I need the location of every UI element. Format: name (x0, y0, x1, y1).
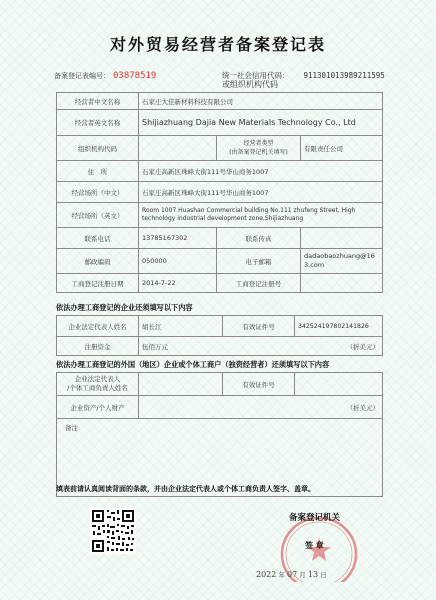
regno-value (301, 274, 383, 293)
table-row (57, 228, 383, 249)
registration-authority-label: 备案登记机关 (289, 513, 341, 523)
table-row (57, 316, 383, 337)
table-row (57, 136, 383, 161)
place-en-label: 经营场所（英文） (57, 203, 139, 228)
name-cn-value: 石家庄大佳新材料科技有限公司 (139, 93, 383, 110)
table-row (57, 182, 383, 203)
postcode-value: 050000 (139, 249, 217, 274)
section2-title: 依法办理工商登记的外国（地区）企业或个体工商户（独资经营者）还须填写以下内容 (56, 360, 330, 369)
qr-code (90, 508, 136, 554)
assets-unit: （折美元） (346, 403, 379, 412)
table-row (57, 161, 383, 182)
seal-label: 签 章 (305, 541, 324, 550)
date-day: 13 (307, 570, 319, 579)
registration-value: 03878519 (113, 71, 157, 81)
table-row (57, 93, 383, 110)
issue-date (256, 570, 327, 579)
date-year: 2022 (256, 570, 277, 579)
table-row (57, 373, 383, 396)
capital-unit: （折美元） (346, 342, 379, 351)
type-value: 有限责任公司 (301, 136, 383, 161)
place-cn-value: 石家庄高新区珠峰大街111号华山商务1007 (139, 182, 383, 203)
regdate-value: 2014-7-22 (139, 274, 217, 293)
table-row (57, 396, 383, 419)
registration-number (54, 71, 156, 81)
credit-label-2: 或组织机构代码 (222, 80, 278, 89)
fax-value (301, 228, 383, 249)
type-label: 经营者类型 (由备案登记机关填写) (217, 136, 301, 161)
table-row (57, 110, 383, 136)
table-row (57, 274, 383, 293)
capital-value: 伍佰万元 (142, 342, 168, 351)
email-value: dadaobaozhuang@163.com (301, 249, 383, 274)
legal-label: 企业法定代表人姓名 (57, 316, 139, 337)
place-en-value: Room 1007 Huashan Commercial building No.111 zhufeng Street, High technology industrial development zone,Shijiazhuang (139, 203, 383, 228)
fax-label: 联系传真 (217, 228, 301, 249)
remarks-label: 备注 (65, 424, 78, 432)
regno-label: 工商登记注册号 (217, 274, 301, 293)
document-title: 对外贸易经营者备案登记表 (109, 35, 326, 54)
name-cn-label: 经营者中文名称 (57, 93, 139, 110)
capital-label: 注册资金 (57, 337, 139, 356)
date-year-suffix: 年 (278, 571, 285, 579)
org-code-value (139, 136, 217, 161)
bottom-note: 填表前请认真阅读背面的条款，并由企业法定代表人或个体工商负责人签字、盖章。 (56, 485, 315, 493)
phone-value: 13785167302 (139, 228, 217, 249)
name-en-label: 经营者英文名称 (57, 110, 139, 136)
rep-id-value (295, 373, 383, 396)
registration-label: 备案登记表编号： (54, 72, 110, 80)
assets-cell (139, 396, 383, 419)
table-row (57, 249, 383, 274)
regdate-label: 工商登记注册日期 (57, 274, 139, 293)
credit-label: 统一社会信用代码： (222, 71, 290, 80)
id-value: 342524197802141826 (295, 316, 383, 337)
email-label: 电子邮箱 (217, 249, 301, 274)
address-label: 住 所 (57, 161, 139, 182)
rep-label: 企业法定代表人 /个体工商负责人姓名 (57, 373, 139, 396)
capital-cell (139, 337, 383, 356)
date-month-suffix: 月 (299, 571, 306, 579)
legal-table (56, 315, 383, 356)
main-info-table (56, 92, 383, 293)
section1-title: 依法办理工商登记的企业还须填写以下内容 (56, 303, 193, 312)
postcode-label: 邮政编码 (57, 249, 139, 274)
rep-id-label: 有效证件号 (223, 373, 295, 396)
id-label: 有效证件号 (223, 316, 295, 337)
credit-value: 911301013989211595 (303, 71, 385, 80)
date-month: 07 (287, 570, 298, 579)
assets-label: 企业资产/个人财产 (57, 396, 139, 419)
legal-value: 胡长江 (139, 316, 223, 337)
place-cn-label: 经营场所（中文） (57, 182, 139, 203)
foreign-table (56, 372, 383, 497)
address-value: 石家庄高新区珠峰大街111号华山商务1007 (139, 161, 383, 182)
phone-label: 联系电话 (57, 228, 139, 249)
rep-value (139, 373, 223, 396)
date-day-suffix: 日 (320, 571, 327, 579)
table-row (57, 337, 383, 356)
name-en-value: Shijiazhuang Dajia New Materials Technology Co., Ltd (139, 110, 383, 136)
table-row (57, 203, 383, 228)
org-code-label: 组织机构代码 (57, 136, 139, 161)
